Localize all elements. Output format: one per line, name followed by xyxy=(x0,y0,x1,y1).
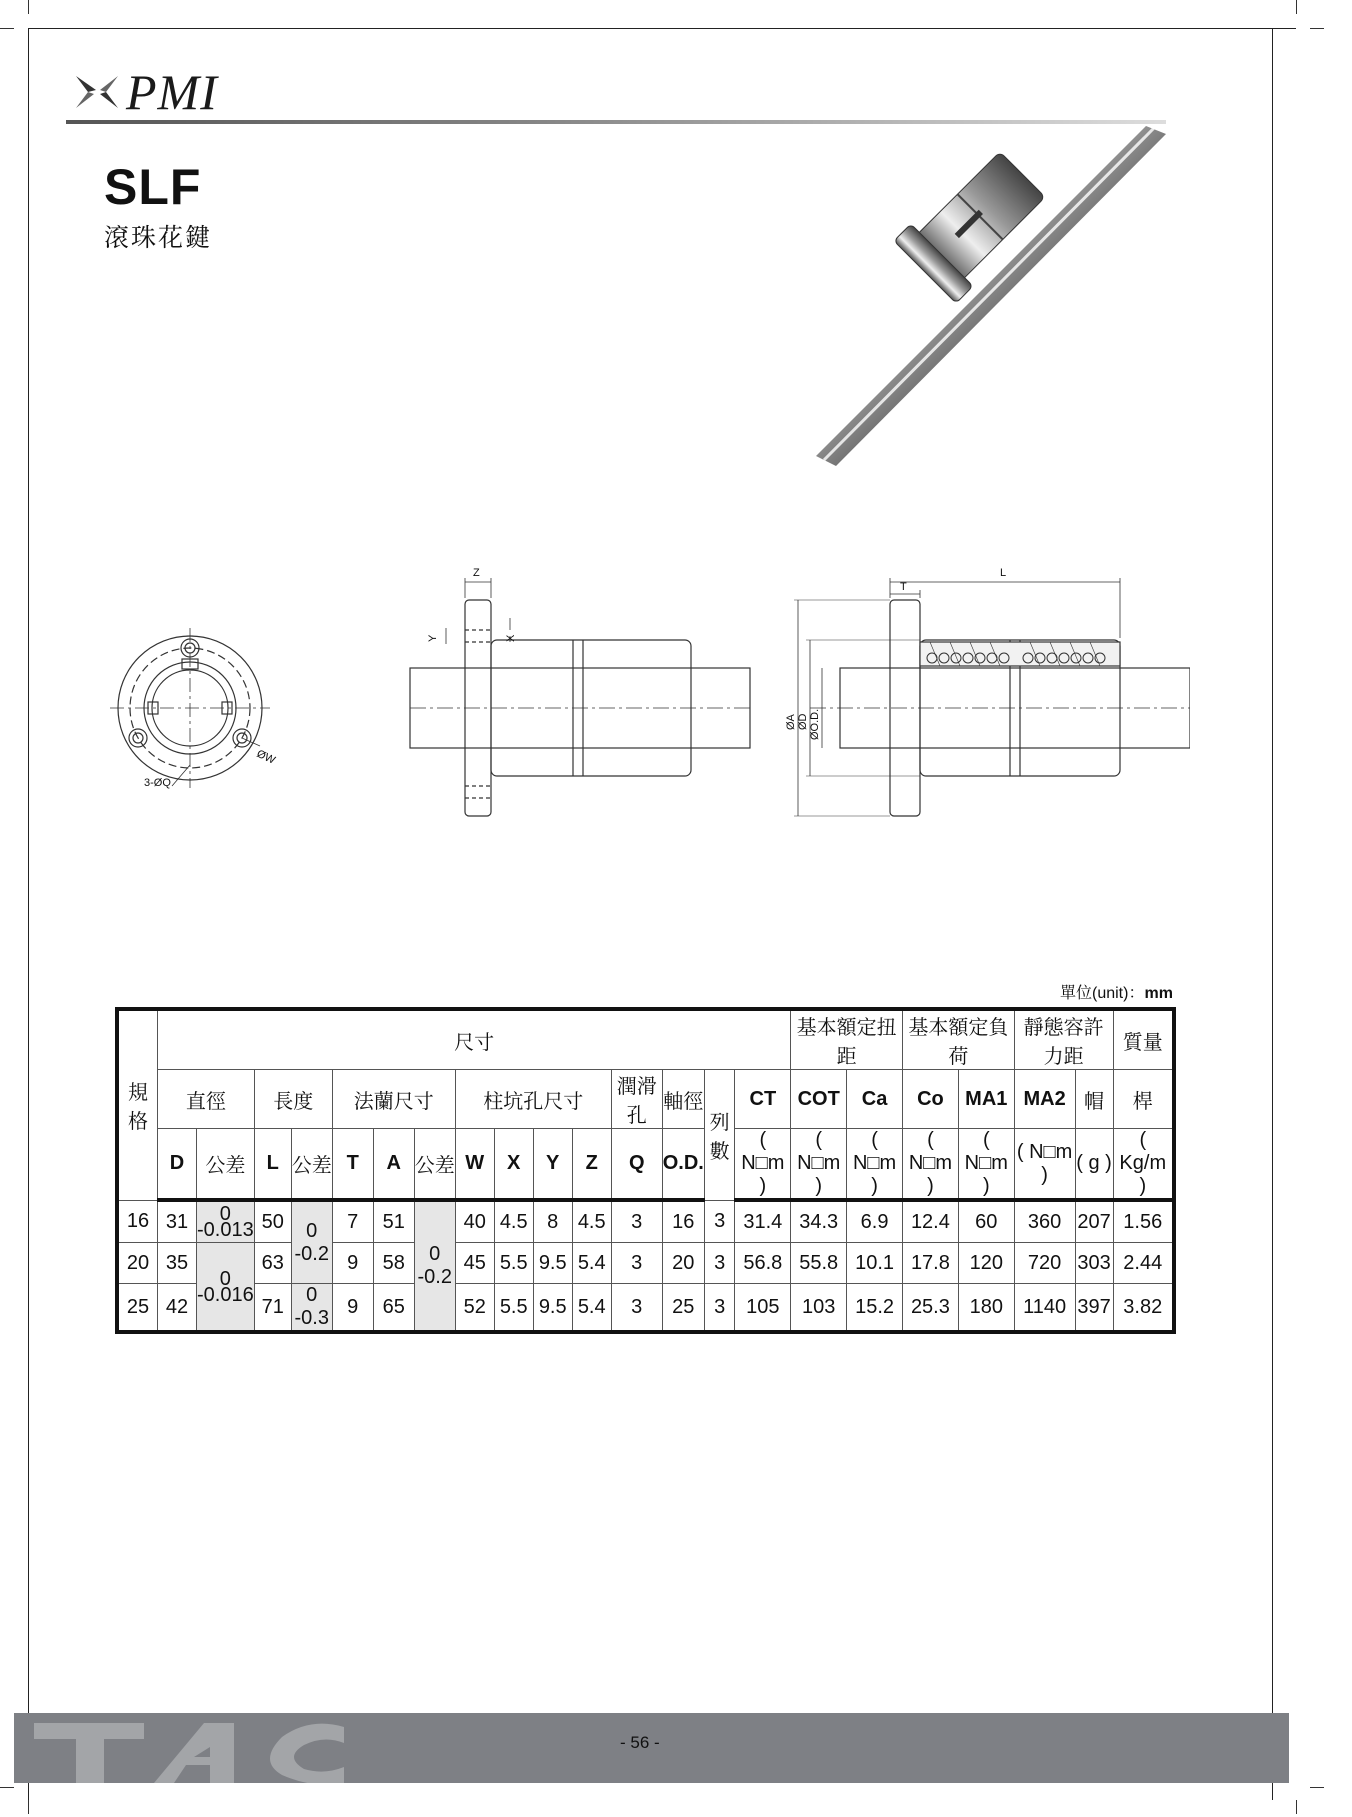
cell-cap: 303 xyxy=(1075,1243,1113,1284)
col-ct: CT xyxy=(735,1070,791,1129)
tol-upper: 0 xyxy=(219,1267,231,1290)
cell-t: 9 xyxy=(332,1284,373,1333)
tol-lower: -0.016 xyxy=(197,1283,254,1306)
table-row xyxy=(117,1243,1174,1284)
cell-od: 25 xyxy=(662,1284,704,1333)
cell-y: 9.5 xyxy=(533,1284,572,1333)
cell-a: 58 xyxy=(373,1243,414,1284)
unit-ca: ( N□m ) xyxy=(847,1129,903,1201)
cell-co: 25.3 xyxy=(902,1284,958,1333)
dim-x-label: X xyxy=(505,634,517,642)
col-diameter: 直徑 xyxy=(158,1070,255,1129)
technical-drawing xyxy=(110,560,1190,830)
pmi-logo xyxy=(74,64,218,120)
col-static-moment: 靜態容許力距 xyxy=(1014,1009,1113,1070)
cell-ca: 15.2 xyxy=(847,1284,903,1333)
tol-upper: 0 xyxy=(219,1203,231,1225)
cell-l: 50 xyxy=(254,1200,291,1243)
crop-mark xyxy=(28,1800,29,1814)
dim-phi-od-label: ØO.D. xyxy=(809,708,821,740)
cell-ct: 56.8 xyxy=(735,1243,791,1284)
dim-holes-label: 3-ØQ xyxy=(144,777,171,789)
col-co: Co xyxy=(902,1070,958,1129)
cell-w: 52 xyxy=(455,1284,494,1333)
cell-z: 5.4 xyxy=(572,1243,611,1284)
page-frame-left xyxy=(28,28,29,1800)
brand-name: PMI xyxy=(126,64,218,120)
cell-cap: 207 xyxy=(1075,1200,1113,1243)
tol-lower: -0.013 xyxy=(197,1219,254,1241)
col-a-tol: 公差 xyxy=(414,1129,455,1201)
crop-mark xyxy=(28,0,29,14)
cell-a: 65 xyxy=(373,1284,414,1333)
product-photo xyxy=(816,126,1166,471)
cell-cot: 34.3 xyxy=(791,1200,847,1243)
col-q: Q xyxy=(611,1129,662,1201)
cell-cot: 55.8 xyxy=(791,1243,847,1284)
spline-nut xyxy=(894,143,1054,303)
crop-mark xyxy=(0,28,14,29)
unit-co: ( N□m ) xyxy=(902,1129,958,1201)
cell-ma1: 60 xyxy=(958,1200,1014,1243)
col-bolt-hole: 柱坑孔尺寸 xyxy=(455,1070,611,1129)
dim-phi-w-label: ØW xyxy=(254,747,277,767)
cell-ct: 31.4 xyxy=(735,1200,791,1243)
crop-mark xyxy=(1310,1787,1324,1788)
cell-rows: 3 xyxy=(704,1284,735,1333)
cell-ca: 6.9 xyxy=(847,1200,903,1243)
pmi-logo-mark-icon xyxy=(74,72,120,112)
col-load: 基本額定負荷 xyxy=(902,1009,1014,1070)
cell-q: 3 xyxy=(611,1200,662,1243)
unit-shaft: ( Kg/m ) xyxy=(1113,1129,1174,1201)
cell-d: 42 xyxy=(158,1284,197,1333)
col-x: X xyxy=(494,1129,533,1201)
tol-upper: 0 xyxy=(429,1243,441,1265)
col-a: A xyxy=(373,1129,414,1201)
unit-note-unit: mm xyxy=(1144,985,1173,1002)
dim-z-label: Z xyxy=(473,567,480,579)
cell-co: 12.4 xyxy=(902,1200,958,1243)
spec-table xyxy=(115,1007,1176,1334)
page-frame-top xyxy=(28,28,1296,29)
col-ma2: MA2 xyxy=(1014,1070,1075,1129)
cell-rows: 3 xyxy=(704,1243,735,1284)
cell-co: 17.8 xyxy=(902,1243,958,1284)
cell-ma2: 1140 xyxy=(1014,1284,1075,1333)
unit-cap: ( g ) xyxy=(1075,1129,1113,1201)
col-torque: 基本額定扭距 xyxy=(791,1009,903,1070)
crop-mark xyxy=(1296,1800,1297,1814)
cell-x: 4.5 xyxy=(494,1200,533,1243)
tol-lower: -0.2 xyxy=(417,1266,452,1288)
cell-ma2: 720 xyxy=(1014,1243,1075,1284)
unit-ma1: ( N□m ) xyxy=(958,1129,1014,1201)
cell-shaft: 3.82 xyxy=(1113,1284,1174,1333)
tol-upper: 0 xyxy=(306,1219,318,1242)
col-d-tol: 公差 xyxy=(197,1129,255,1201)
tac-watermark xyxy=(14,1713,394,1783)
cell-d: 35 xyxy=(158,1243,197,1284)
cell-t: 7 xyxy=(332,1200,373,1243)
col-l: L xyxy=(254,1129,291,1201)
col-length: 長度 xyxy=(254,1070,332,1129)
cell-q: 3 xyxy=(611,1284,662,1333)
unit-ct: ( N□m ) xyxy=(735,1129,791,1201)
tol-lower: -0.2 xyxy=(294,1242,329,1265)
col-rows: 列數 xyxy=(704,1070,735,1201)
cell-x: 5.5 xyxy=(494,1243,533,1284)
end-view xyxy=(110,628,270,788)
col-t: T xyxy=(332,1129,373,1201)
cell-ca: 10.1 xyxy=(847,1243,903,1284)
col-w: W xyxy=(455,1129,494,1201)
col-od: O.D. xyxy=(662,1129,704,1201)
col-shaft: 桿 xyxy=(1113,1070,1174,1129)
cell-y: 8 xyxy=(533,1200,572,1243)
crop-mark xyxy=(0,1787,14,1788)
col-mass: 質量 xyxy=(1113,1009,1174,1070)
page-number: - 56 - xyxy=(620,1733,660,1752)
dim-t-label: T xyxy=(900,581,907,593)
col-cot: COT xyxy=(791,1070,847,1129)
dim-y-label: Y xyxy=(427,634,439,642)
cell-ma2: 360 xyxy=(1014,1200,1075,1243)
col-flange: 法蘭尺寸 xyxy=(332,1070,455,1129)
cell-spec: 25 xyxy=(117,1284,158,1333)
cell-w: 45 xyxy=(455,1243,494,1284)
tol-upper: 0 xyxy=(306,1284,318,1306)
side-view xyxy=(410,578,750,816)
model-title: SLF xyxy=(104,159,202,215)
col-ca: Ca xyxy=(847,1070,903,1129)
cell-cot: 103 xyxy=(791,1284,847,1333)
cell-l: 63 xyxy=(254,1243,291,1284)
cell-l: 71 xyxy=(254,1284,291,1333)
cell-q: 3 xyxy=(611,1243,662,1284)
cell-t: 9 xyxy=(332,1243,373,1284)
cell-d-tol xyxy=(197,1200,255,1243)
cell-d: 31 xyxy=(158,1200,197,1243)
unit-note-prefix: 單位(unit)： xyxy=(1060,985,1145,1002)
col-z: Z xyxy=(572,1129,611,1201)
col-ma1: MA1 xyxy=(958,1070,1014,1129)
header-rule xyxy=(66,120,1166,124)
cell-shaft: 1.56 xyxy=(1113,1200,1174,1243)
col-shaft-dia: 軸徑 xyxy=(662,1070,704,1129)
cell-spec: 16 xyxy=(117,1200,158,1243)
cell-a-tol xyxy=(414,1200,455,1332)
model-subtitle: 滾珠花鍵 xyxy=(104,224,213,252)
cell-od: 20 xyxy=(662,1243,704,1284)
cell-spec: 20 xyxy=(117,1243,158,1284)
unit-note xyxy=(1060,980,1173,1003)
cell-x: 5.5 xyxy=(494,1284,533,1333)
cell-a: 51 xyxy=(373,1200,414,1243)
crop-mark xyxy=(1310,28,1324,29)
col-lube-hole: 潤滑孔 xyxy=(611,1070,662,1129)
crop-mark xyxy=(1296,0,1297,14)
cell-z: 5.4 xyxy=(572,1284,611,1333)
cell-y: 9.5 xyxy=(533,1243,572,1284)
page-frame-right xyxy=(1272,28,1273,1800)
cell-ct: 105 xyxy=(735,1284,791,1333)
col-dimensions: 尺寸 xyxy=(158,1009,791,1070)
cell-cap: 397 xyxy=(1075,1284,1113,1333)
table-row xyxy=(117,1284,1174,1333)
section-view xyxy=(794,578,1190,816)
unit-ma2: ( N□m ) xyxy=(1014,1129,1075,1201)
dim-l-label: L xyxy=(1000,567,1007,579)
cell-d-tol xyxy=(197,1243,255,1333)
dim-phi-a-label: ØA xyxy=(785,714,797,730)
cell-ma1: 120 xyxy=(958,1243,1014,1284)
dim-phi-d-label: ØD xyxy=(797,713,809,730)
cell-l-tol xyxy=(291,1200,332,1284)
cell-rows: 3 xyxy=(704,1200,735,1243)
cell-shaft: 2.44 xyxy=(1113,1243,1174,1284)
col-spec: 規格 xyxy=(117,1009,158,1200)
cell-w: 40 xyxy=(455,1200,494,1243)
cell-ma1: 180 xyxy=(958,1284,1014,1333)
tol-lower: -0.3 xyxy=(294,1307,329,1329)
col-l-tol: 公差 xyxy=(291,1129,332,1201)
cell-od: 16 xyxy=(662,1200,704,1243)
col-d: D xyxy=(158,1129,197,1201)
cell-l-tol xyxy=(291,1284,332,1333)
col-y: Y xyxy=(533,1129,572,1201)
unit-cot: ( N□m ) xyxy=(791,1129,847,1201)
cell-z: 4.5 xyxy=(572,1200,611,1243)
table-row xyxy=(117,1200,1174,1243)
col-cap: 帽 xyxy=(1075,1070,1113,1129)
